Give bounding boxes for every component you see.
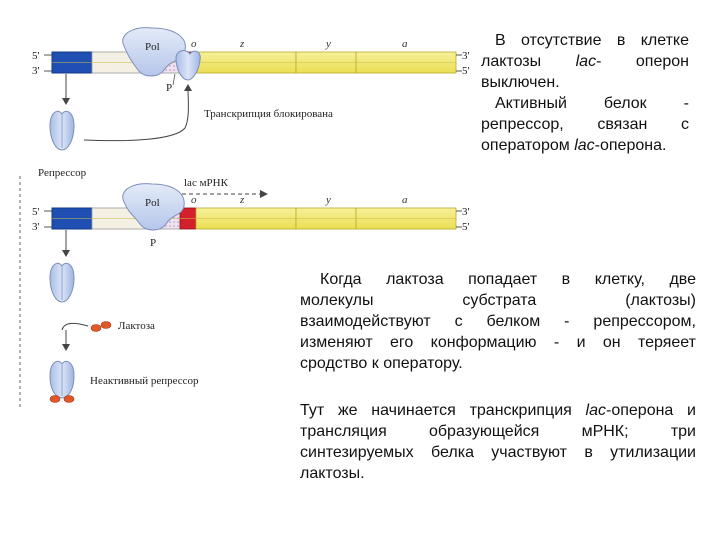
bottom-label-z: z [240, 194, 245, 206]
bottom-label-y: y [326, 194, 331, 206]
top-label-y: y [326, 38, 331, 50]
bottom-label-a: a [402, 194, 408, 206]
top-label-o: o [191, 38, 197, 50]
text-block-transcription-starts [300, 400, 696, 484]
top-repressor-label: Репрессор [38, 167, 87, 179]
block1-line5: репрессор, связан с [481, 116, 689, 133]
top-operon [32, 28, 470, 94]
bottom-label-o: o [191, 194, 197, 206]
mrna-label: lac мРНК [184, 177, 228, 189]
block2-line1: Когда лактоза попадает в клетку, две [320, 271, 696, 288]
block2-line3: взаимодействуют с белком - репрессором, [300, 313, 696, 330]
bottom-three-prime-right: 3' [462, 206, 470, 218]
bottom-pol-label: Pol [145, 197, 160, 209]
block2-line2: молекулы субстрата (лактозы) [300, 292, 696, 309]
top-three-prime-left: 3' [32, 65, 40, 77]
top-repressor-molecule [50, 111, 74, 150]
lactose-molecules [91, 322, 111, 332]
block3-line1: Тут же начинается транскрипция lac-оперона и [300, 402, 696, 419]
top-five-prime-left: 5' [32, 50, 40, 62]
block1-line1: В отсутствие в клетке [495, 32, 689, 49]
text-block-absent-lactose [481, 30, 689, 156]
bottom-five-prime-right: 5' [462, 221, 470, 233]
block1-line4: Активный белок - [495, 95, 689, 112]
block1-line2: лактозы lac- оперон [481, 53, 689, 70]
bottom-operon [32, 177, 470, 249]
top-label-z: z [240, 38, 245, 50]
top-three-prime-right: 3' [462, 50, 470, 62]
bottom-repressor-molecule [50, 263, 74, 302]
bottom-p-label: P [150, 237, 157, 249]
inactive-repressor-molecule [50, 361, 74, 402]
top-five-prime-right: 5' [462, 65, 470, 77]
block2-line5: сродство к оператору. [300, 355, 463, 372]
block3-line3: синтезируемых белка участвуют в утилизации [300, 444, 696, 461]
top-p-label: P [166, 82, 173, 94]
blocked-label: Транскрипция блокирована [204, 108, 333, 120]
block2-line4: изменяют его конформацию - и он теряеет [300, 334, 696, 351]
inactive-repressor-label: Неактивный репрессор [90, 375, 199, 387]
top-pol-label: Pol [145, 41, 160, 53]
block1-line6: оператором lac-оперона. [481, 137, 667, 154]
lactose-label: Лактоза [118, 320, 155, 332]
bottom-five-prime-left: 5' [32, 206, 40, 218]
top-bound-repressor [176, 51, 200, 80]
text-block-lactose-enters [300, 269, 696, 374]
block3-line2: трансляция образующейся мРНК; три [300, 423, 696, 440]
block1-line3: выключен. [481, 74, 560, 91]
top-label-a: a [402, 38, 408, 50]
block3-line4: лактозы. [300, 465, 365, 482]
bottom-three-prime-left: 3' [32, 221, 40, 233]
